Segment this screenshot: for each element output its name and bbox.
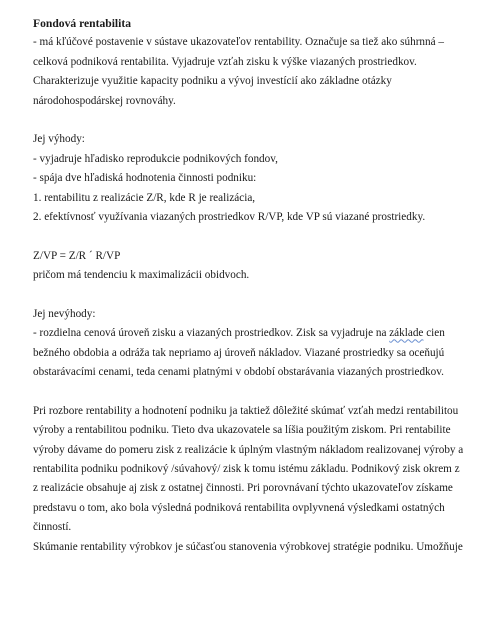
disadvantages-heading: Jej nevýhody: [33, 307, 96, 320]
document-title: Fondová rentabilita [33, 17, 132, 30]
intro-line: celková podniková rentabilita. Vyjadruje vzťah zisku k výške viazaných prostriedkov. [33, 55, 417, 68]
intro-line: Charakterizuje využitie kapacity podniku a vývoj investícií ako základne otázky [33, 75, 392, 88]
body-paragraph-line: predstavu o tom, ako bola výsledná podniková rentabilita ovplyvnená výsledkami ostatných [33, 501, 445, 514]
formula: Z/VP = Z/R ´ R/VP [33, 249, 121, 262]
body-paragraph-line: výroby a rentabilitou podniku. Tieto dva ukazovatele sa líšia použitým ziskom. Pri rentabilite [33, 424, 451, 437]
disadvantage-text: cien [423, 327, 445, 340]
intro-line: - má kľúčové postavenie v sústave ukazovateľov rentability. Označuje sa tiež ako súhrnná – [33, 36, 444, 49]
body-paragraph-line: výroby dávame do pomeru zisk z realizácie k úplným vlastným nákladom realizovanej výroby a [33, 443, 464, 456]
body-paragraph-line: Skúmanie rentability výrobkov je súčasťou stanovenia výrobkovej stratégie podniku. Umožňuje [33, 540, 463, 553]
body-paragraph-line: rentabilita podniku podnikový /súvahový/ zisk k tomu istému základu. Podnikový zisk okrem z [33, 462, 460, 475]
disadvantage-line: bežného obdobia a odráža tak nepriamo aj úroveň nákladov. Viazané prostriedky sa oceňujú [33, 346, 445, 359]
advantage-item: 1. rentabilitu z realizácie Z/R, kde R je realizácia, [33, 191, 256, 204]
paragraph-gap [33, 111, 490, 130]
disadvantage-text: - rozdielna cenová úroveň zisku a viazaných prostriedkov. Zisk sa vyjadruje na [33, 327, 390, 340]
disadvantage-line [33, 324, 490, 343]
formula-note: pričom má tendenciu k maximalizácii obidvoch. [33, 269, 250, 282]
body-paragraph-line: činností. [33, 521, 72, 534]
body-paragraph-line: z realizácie obsahuje aj zisk z ostatnej činnosti. Pri porovnávaní týchto ukazovateľov získame [33, 482, 453, 495]
paragraph-gap [33, 382, 490, 401]
advantage-item: - spája dve hľadiská hodnotenia činnosti podniku: [33, 172, 257, 185]
body-paragraph-line: Pri rozbore rentability a hodnotení podniku ja taktiež dôležité skúmať vzťah medzi rentabilitou [33, 404, 459, 417]
paragraph-gap [33, 285, 490, 304]
disadvantage-line: obstarávacími cenami, teda cenami platnými v období obstarávania viazaných prostriedkov. [33, 366, 444, 379]
document-page [33, 14, 490, 557]
spellcheck-marked-word[interactable]: základe [389, 327, 424, 340]
advantage-item: - vyjadruje hľadisko reprodukcie podnikových fondov, [33, 152, 278, 165]
paragraph-gap [33, 227, 490, 246]
advantages-heading: Jej výhody: [33, 133, 85, 146]
advantage-item: 2. efektívnosť využívania viazaných prostriedkov R/VP, kde VP sú viazané prostriedky. [33, 210, 426, 223]
intro-line: národohospodárskej rovnováhy. [33, 94, 176, 107]
